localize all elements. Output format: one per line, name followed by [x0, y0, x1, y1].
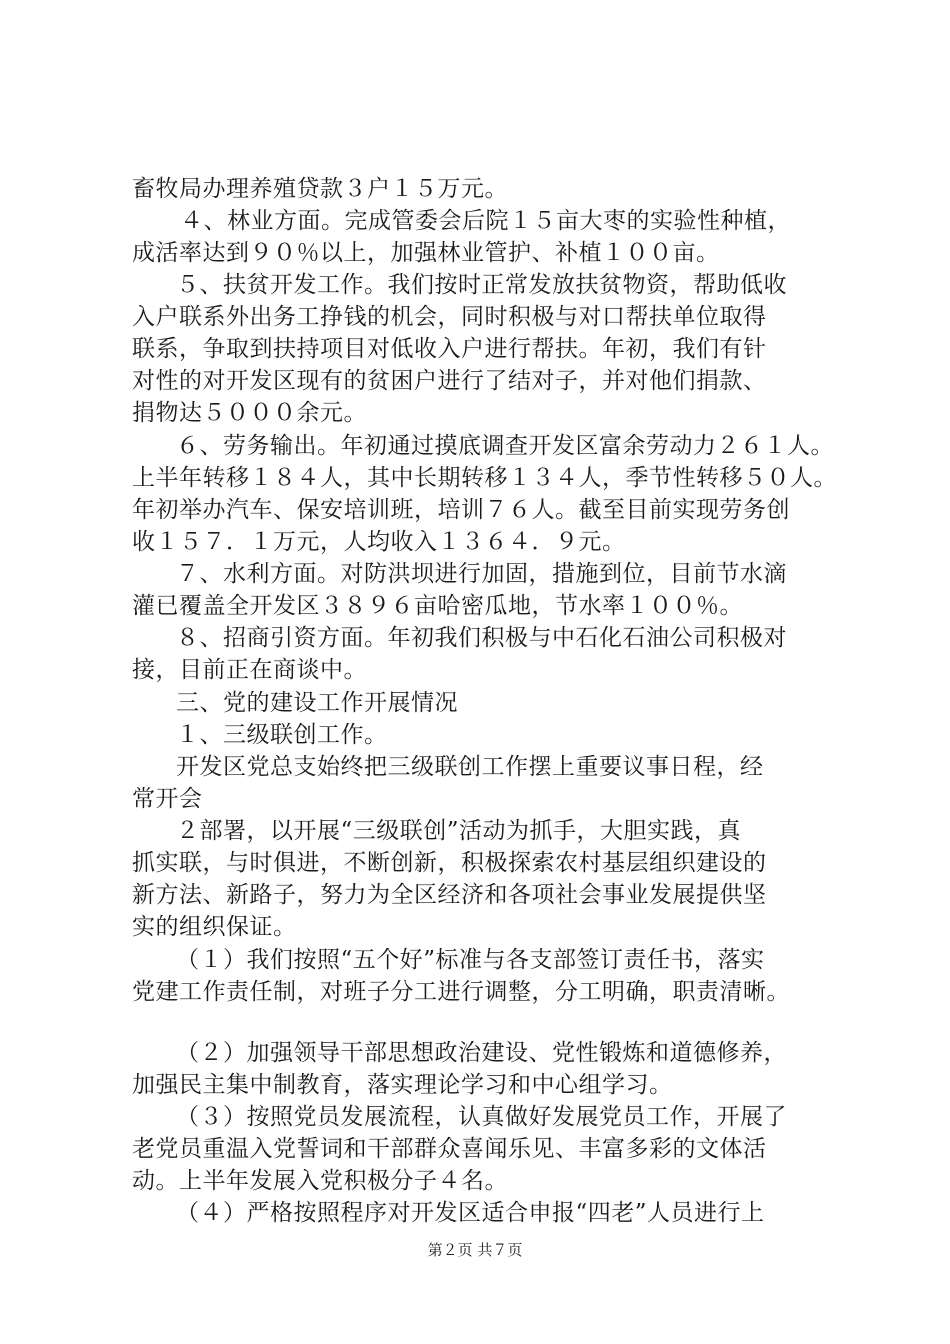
text-line: （１）我们按照“五个好”标准与各支部签订责任书，落实	[176, 947, 765, 973]
text-line: ７、水利方面。对防洪坝进行加固，措施到位，目前节水滴	[176, 561, 787, 587]
text-line: ８、招商引资方面。年初我们积极与中石化石油公司积极对	[176, 625, 787, 651]
text-line: （３）按照党员发展流程，认真做好发展党员工作，开展了	[176, 1104, 787, 1130]
text-line: 收１５７．１万元，人均收入１３６４．９元。	[132, 529, 626, 555]
text-line: 抓实联，与时俱进，不断创新，积极探索农村基层组织建设的	[132, 850, 767, 876]
text-line: 常开会	[132, 786, 203, 812]
text-line: 畜牧局办理养殖贷款３户１５万元。	[132, 176, 508, 202]
text-line: （４）严格按照程序对开发区适合申报“四老”人员进行上	[176, 1200, 765, 1226]
text-line: 新方法、新路子，努力为全区经济和各项社会事业发展提供坚	[132, 882, 767, 908]
text-line: 上半年转移１８４人，其中长期转移１３４人，季节性转移５０人。	[132, 465, 837, 491]
text-line: ２部署，以开展“三级联创”活动为抓手，大胆实践，真	[176, 818, 742, 844]
text-line: 加强民主集中制教育，落实理论学习和中心组学习。	[132, 1072, 673, 1098]
text-line: 成活率达到９０％以上，加强林业管护、补植１００亩。	[132, 240, 720, 266]
text-line: 入户联系外出务工挣钱的机会，同时积极与对口帮扶单位取得	[132, 304, 767, 330]
text-line: 动。上半年发展入党积极分子４名。	[132, 1168, 508, 1194]
text-line: ５、扶贫开发工作。我们按时正常发放扶贫物资，帮助低收	[176, 272, 787, 298]
text-line: 开发区党总支始终把三级联创工作摆上重要议事日程，经	[176, 754, 764, 780]
text-line: 对性的对开发区现有的贫困户进行了结对子，并对他们捐款、	[132, 368, 767, 394]
text-line: ６、劳务输出。年初通过摸底调查开发区富余劳动力２６１人。	[176, 433, 834, 459]
text-line: 灌已覆盖全开发区３８９６亩哈密瓜地，节水率１００％。	[132, 593, 743, 619]
section-heading: 三、党的建设工作开展情况	[176, 690, 458, 716]
text-line: 年初举办汽车、保安培训班，培训７６人。截至目前实现劳务创	[132, 497, 790, 523]
text-line: ４、林业方面。完成管委会后院１５亩大枣的实验性种植，	[180, 208, 791, 234]
text-line: 老党员重温入党誓词和干部群众喜闻乐见、丰富多彩的文体活	[132, 1136, 767, 1162]
text-line: 捐物达５０００余元。	[132, 400, 367, 426]
page-footer: 第２页 共７页	[427, 1241, 523, 1259]
text-line: 联系，争取到扶持项目对低收入户进行帮扶。年初，我们有针	[132, 336, 767, 362]
text-line: 接，目前正在商谈中。	[132, 657, 367, 683]
text-line: （２）加强领导干部思想政治建设、党性锻炼和道德修养，	[176, 1040, 787, 1066]
text-line: 党建工作责任制，对班子分工进行调整，分工明确，职责清晰。	[132, 979, 790, 1005]
subsection-heading: １、三级联创工作。	[176, 722, 388, 748]
text-line: 实的组织保证。	[132, 914, 297, 940]
